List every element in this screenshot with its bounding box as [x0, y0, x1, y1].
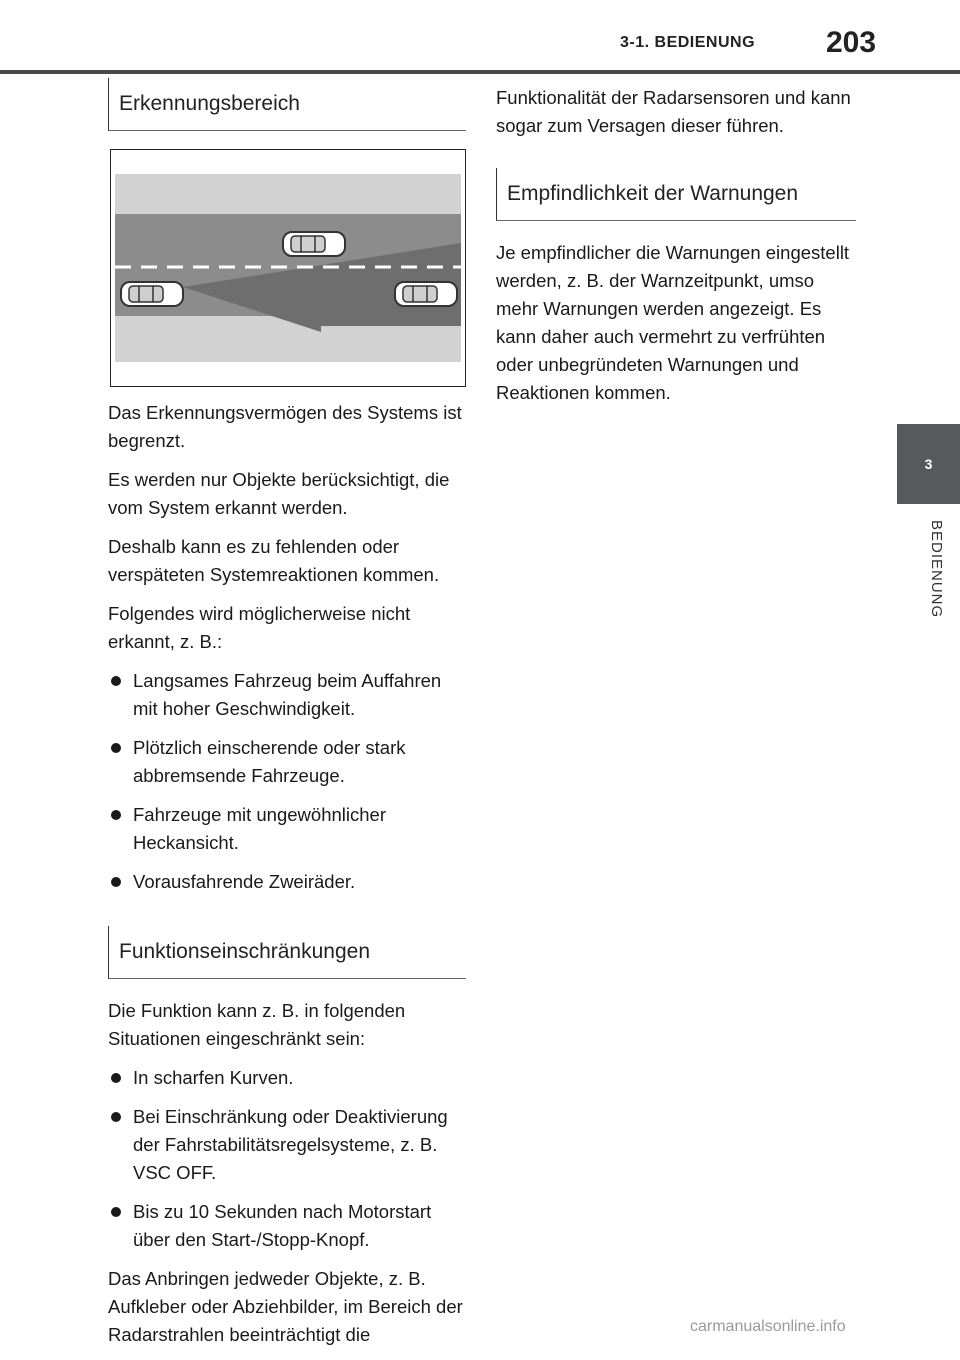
bullet-item: Fahrzeuge mit ungewöhnlicher Heckansicht.	[108, 801, 466, 857]
paragraph-continued: Funktionalität der Radarsensoren und kann sogar zum Versagen dieser führen.	[496, 87, 851, 136]
bullet-item: Bei Einschränkung oder Deaktivierung der Fahrstabilitätsregelsysteme, z. B. VSC OFF.	[108, 1103, 466, 1187]
paragraph: Deshalb kann es zu fehlenden oder verspäteten Systemreaktionen kommen.	[108, 536, 440, 585]
radar-detection-figure	[110, 149, 466, 387]
paragraph: Das Erkennungsvermögen des Systems ist begrenzt.	[108, 402, 462, 451]
watermark: carmanualsonline.info	[690, 1318, 846, 1335]
bullet-item: Vorausfahrende Zweiräder.	[108, 868, 466, 896]
header-rule	[0, 70, 960, 74]
chapter-number: 3	[924, 456, 933, 472]
bullet-item: In scharfen Kurven.	[108, 1064, 466, 1092]
bullet-item: Plötzlich einscherende oder stark abbremsende Fahrzeuge.	[108, 734, 466, 790]
bullet-item: Bis zu 10 Sekunden nach Motorstart über den Start-/Stopp-Knopf.	[108, 1198, 466, 1254]
chapter-label: BEDIENUNG	[928, 520, 945, 619]
radar-diagram	[111, 150, 465, 386]
heading-funktionseinschraenkungen: Funktionseinschränkungen	[108, 926, 466, 979]
bullet-item: Langsames Fahrzeug beim Auffahren mit hoher Geschwindigkeit.	[108, 667, 466, 723]
chapter-tab[interactable]	[897, 424, 960, 504]
heading-erkennungsbereich: Erkennungsbereich	[108, 78, 466, 131]
paragraph: Je empfindlicher die Warnungen eingestellt werden, z. B. der Warnzeitpunkt, umso mehr Warnungen werden angezeigt. Es kann daher auch vermehrt zu verfrühten oder unbegründeten Warnungen und Reaktionen kommen.	[496, 242, 850, 403]
right-column	[496, 78, 856, 418]
car-own	[121, 282, 183, 306]
header-section-title: 3-1. BEDIENUNG	[620, 34, 756, 51]
bullet-list-limitations	[108, 1064, 466, 1254]
shoulder-top	[115, 174, 461, 214]
bullet-list-undetected	[108, 667, 466, 896]
car-ahead	[395, 282, 457, 306]
left-column	[108, 78, 466, 1360]
paragraph: Es werden nur Objekte berücksichtigt, die vom System erkannt werden.	[108, 469, 450, 518]
heading-empfindlichkeit: Empfindlichkeit der Warnungen	[496, 168, 856, 221]
paragraph: Folgendes wird möglicherweise nicht erkannt, z. B.:	[108, 603, 411, 652]
paragraph: Die Funktion kann z. B. in folgenden Situationen eingeschränkt sein:	[108, 1000, 406, 1049]
paragraph: Das Anbringen jedweder Objekte, z. B. Aufkleber oder Abziehbilder, im Bereich der Radarstrahlen beeinträchtigt die	[108, 1268, 463, 1345]
car-front	[283, 232, 345, 256]
page-number: 203	[826, 26, 877, 59]
